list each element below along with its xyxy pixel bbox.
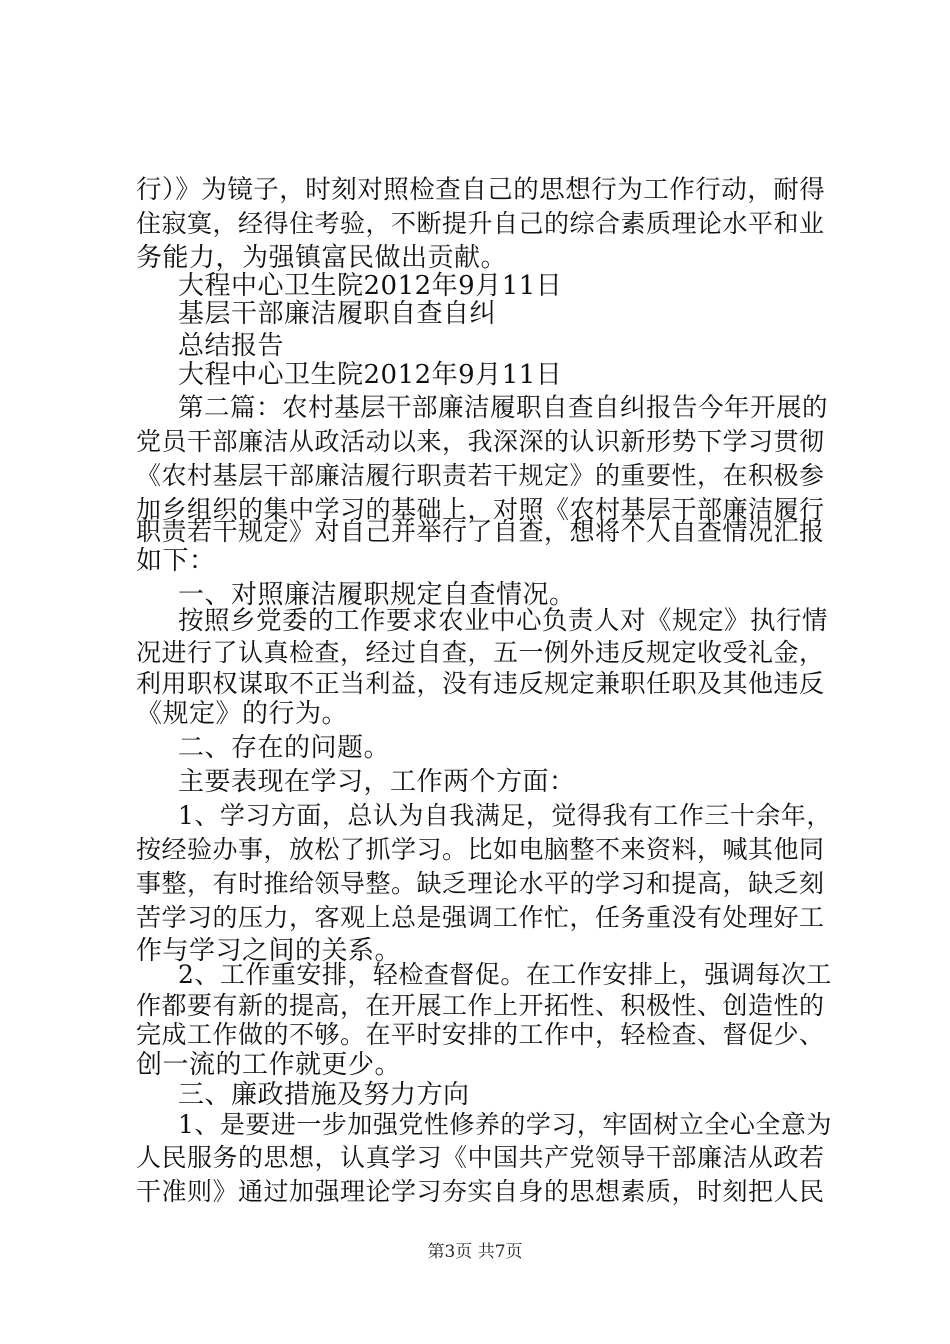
- text-line: 务能力，为强镇富民做出贡献。: [136, 243, 508, 273]
- text-line: 干准则》通过加强理论学习夯实自身的思想素质，时刻把人民: [136, 1177, 825, 1206]
- text-line: 作都要有新的提高，在开展工作上开拓性、积极性、创造性的: [136, 991, 825, 1020]
- text-line: 完成工作做的不够。在平时安排的工作中，轻检查、督促少、: [136, 1020, 825, 1049]
- text-line: 基层干部廉洁履职自查自纠: [178, 299, 497, 329]
- text-line: 第二篇：农村基层干部廉洁履职自查自纠报告今年开展的: [178, 393, 829, 423]
- text-line: 主要表现在学习，工作两个方面：: [178, 767, 576, 797]
- text-line: 按照乡党委的工作要求农业中心负责人对《规定》执行情: [178, 606, 829, 636]
- text-line: 二、存在的问题。: [178, 733, 391, 763]
- text-line: 事整，有时推给领导整。缺乏理论水平的学习和提高，缺乏刻: [136, 869, 825, 898]
- text-line: 作与学习之间的关系。: [136, 936, 402, 966]
- text-line: 况进行了认真检查，经过自查，五一例外违反规定收受礼金，: [136, 638, 825, 667]
- text-line: 人民服务的思想，认真学习《中国共产党领导干部廉洁从政若: [136, 1143, 825, 1172]
- text-line: 党员干部廉洁从政活动以来，我深深的认识新形势下学习贯彻: [136, 427, 825, 456]
- text-line: 职责若干规定》对自己并举行了自查，想将个人自查情况汇报: [136, 517, 825, 546]
- text-line: 2、工作重安排，轻检查督促。在工作安排上，强调每次工: [178, 960, 832, 989]
- text-line: 如下：: [136, 546, 216, 576]
- text-line: 总结报告: [178, 331, 285, 361]
- text-line: 按经验办事，放松了抓学习。比如电脑整不来资料，喊其他同: [136, 835, 825, 864]
- text-line: 行）》为镜子，时刻对照检查自己的思想行为工作行动，耐得: [136, 175, 826, 205]
- text-line: 1、学习方面，总认为自我满足，觉得我有工作三十余年，: [178, 801, 832, 830]
- text-line: 1、是要进一步加强党性修养的学习，牢固树立全心全意为: [178, 1110, 832, 1139]
- text-line: 住寂寞，经得住考验，不断提升自己的综合素质理论水平和业: [136, 209, 825, 238]
- text-line: 创一流的工作就更少。: [136, 1050, 402, 1080]
- text-line: 加乡组织的集中学习的基础上，对照《农村基层干部廉洁履行: [136, 495, 825, 524]
- text-line: 苦学习的压力，客观上总是强调工作忙，任务重没有处理好工: [136, 903, 825, 932]
- text-line: 三、廉政措施及努力方向: [178, 1080, 470, 1110]
- text-line: 《农村基层干部廉洁履行职责若干规定》的重要性，在积极参: [136, 461, 825, 490]
- text-line: 大程中心卫生院2012年9月11日: [178, 271, 563, 301]
- text-line: 一、对照廉洁履职规定自查情况。: [178, 580, 576, 610]
- text-line: 大程中心卫生院2012年9月11日: [178, 360, 563, 390]
- page-number-footer: 第3页 共7页: [427, 1242, 523, 1262]
- text-line: 《规定》的行为。: [136, 699, 349, 729]
- text-line: 利用职权谋取不正当利益，没有违反规定兼职任职及其他违反: [136, 669, 825, 698]
